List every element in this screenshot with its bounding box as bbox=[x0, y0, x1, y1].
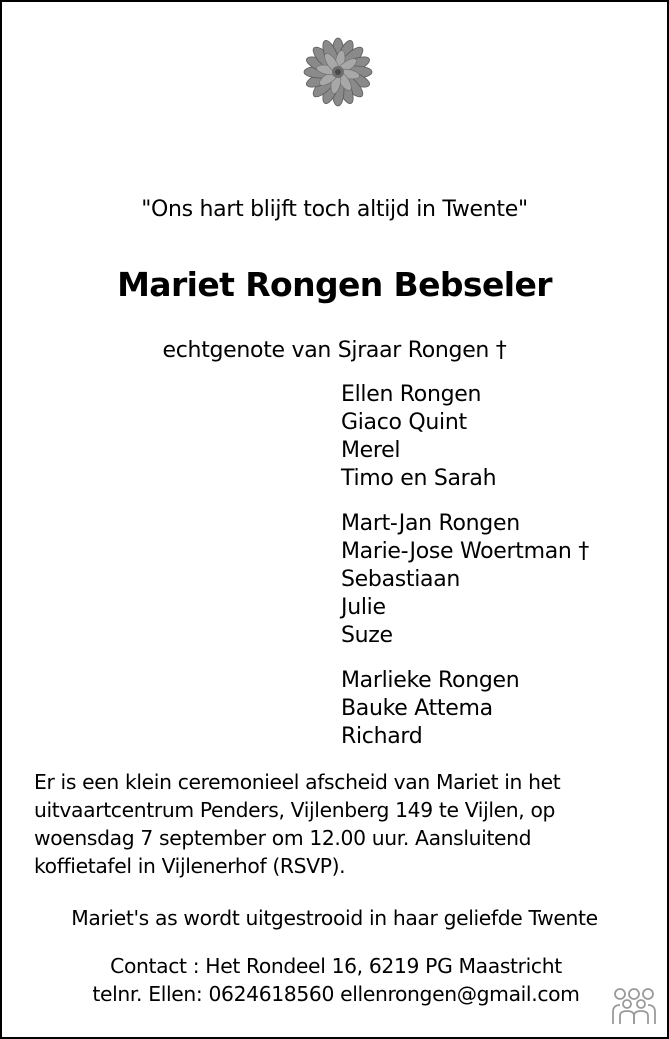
family-member: Richard bbox=[341, 724, 423, 749]
contact-address: Contact : Het Rondeel 16, 6219 PG Maastricht bbox=[110, 954, 562, 978]
contact-info bbox=[2, 952, 669, 1008]
ceremony-notice bbox=[34, 768, 634, 880]
ceremony-line: uitvaartcentrum Penders, Vijlenberg 149 te Vijlen, op bbox=[34, 798, 556, 822]
spouse-line: echtgenote van Sjraar Rongen † bbox=[162, 338, 507, 363]
family-group bbox=[341, 510, 589, 650]
family-member: Marie-Jose Woertman † bbox=[341, 539, 589, 564]
family-member: Suze bbox=[341, 623, 393, 648]
family-member: Sebastiaan bbox=[341, 567, 461, 592]
family-member: Timo en Sarah bbox=[341, 466, 497, 491]
family-member: Marlieke Rongen bbox=[341, 668, 520, 693]
ashes-notice: Mariet's as wordt uitgestrooid in haar geliefde Twente bbox=[71, 906, 598, 930]
deceased-name: Mariet Rongen Bebseler bbox=[117, 265, 552, 304]
family-member: Giaco Quint bbox=[341, 410, 467, 435]
family-group bbox=[341, 667, 589, 751]
family-list bbox=[341, 381, 589, 768]
family-group bbox=[341, 381, 589, 493]
family-member: Bauke Attema bbox=[341, 696, 493, 721]
motto-quote: "Ons hart blijft toch altijd in Twente" bbox=[141, 197, 528, 222]
family-member: Ellen Rongen bbox=[341, 382, 482, 407]
dahlia-flower-icon bbox=[302, 36, 374, 108]
family-member: Mart-Jan Rongen bbox=[341, 511, 520, 536]
contact-phone-email: telnr. Ellen: 0624618560 ellenrongen@gmail.com bbox=[92, 982, 580, 1006]
people-group-logo-icon bbox=[608, 986, 660, 1026]
ceremony-line: koffietafel in Vijlenerhof (RSVP). bbox=[34, 854, 346, 878]
family-member: Julie bbox=[341, 595, 386, 620]
family-member: Merel bbox=[341, 438, 401, 463]
ceremony-line: woensdag 7 september om 12.00 uur. Aansluitend bbox=[34, 826, 532, 850]
ceremony-line: Er is een klein ceremonieel afscheid van Mariet in het bbox=[34, 770, 561, 794]
